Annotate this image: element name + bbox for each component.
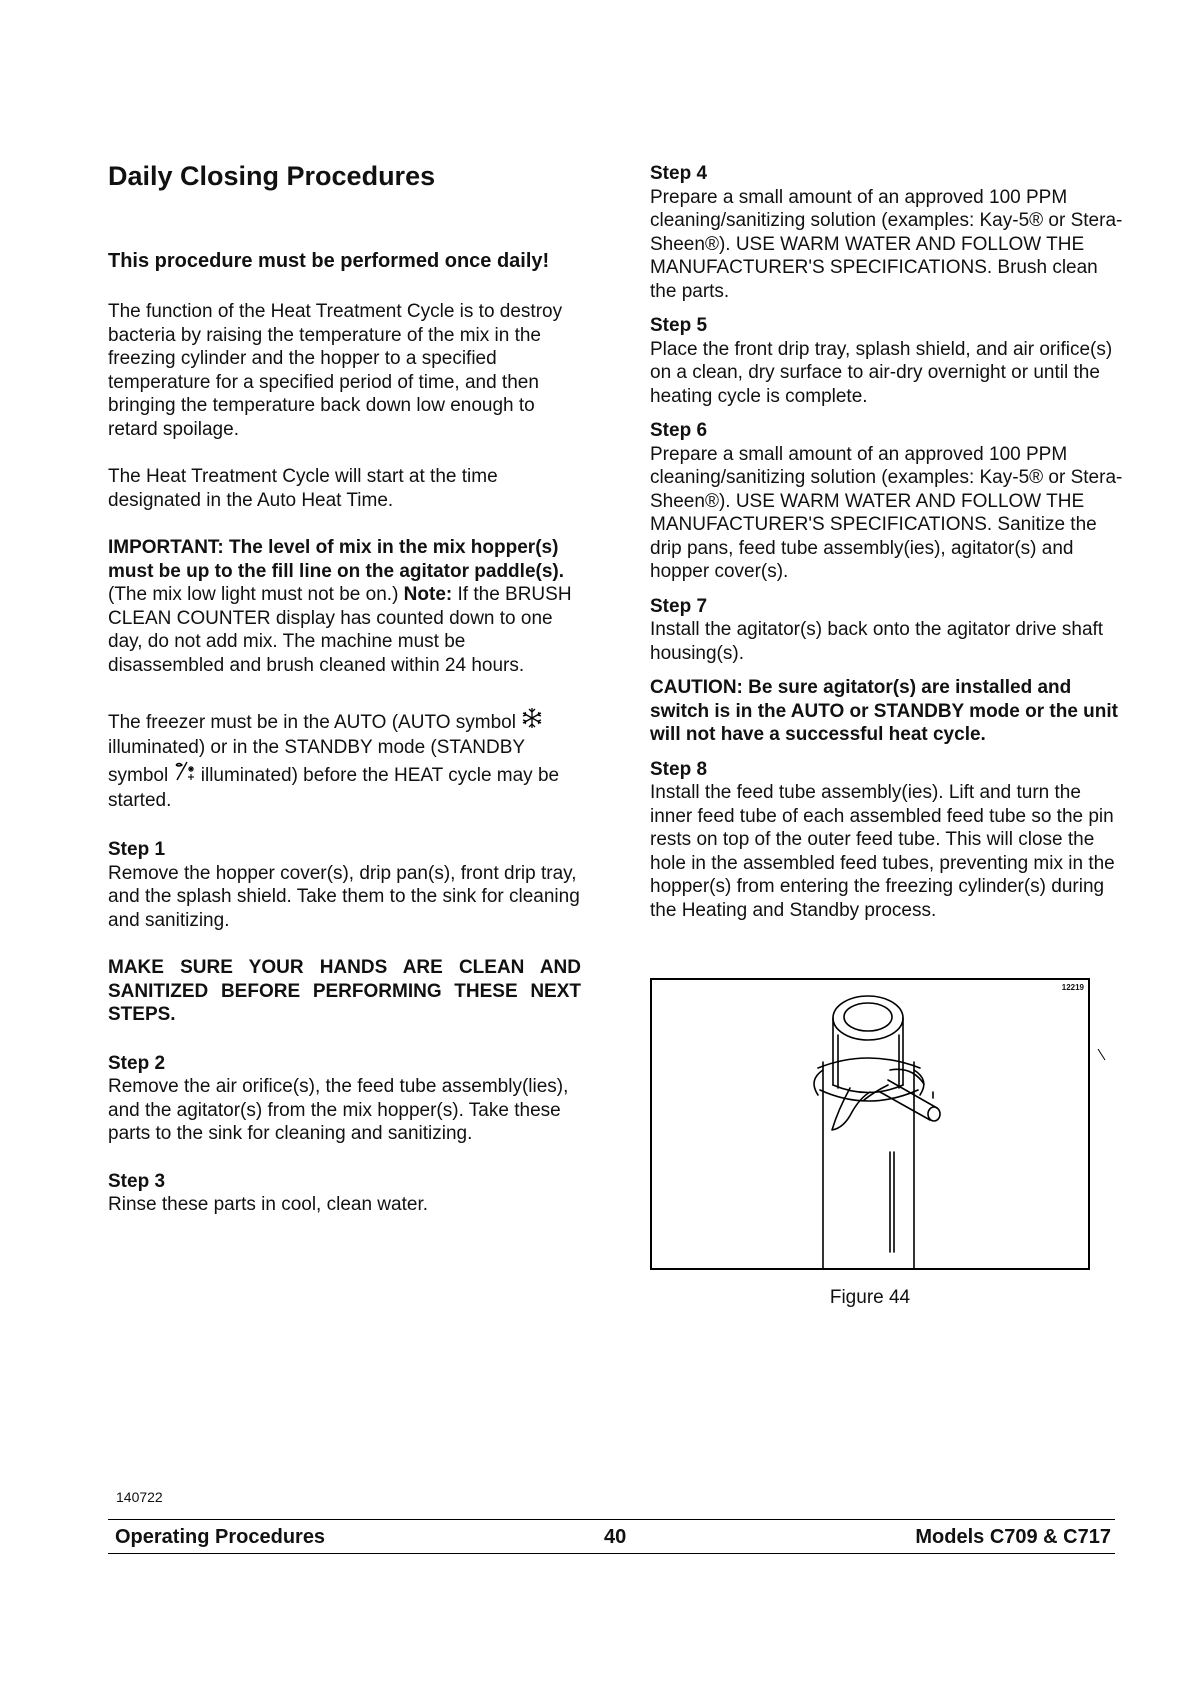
- footer-models: Models C709 & C717: [915, 1526, 1111, 1548]
- freezer-text-3: illuminated) before the HEAT cycle may be started.: [108, 765, 560, 811]
- freezer-mode-paragraph: [108, 707, 581, 813]
- stray-mark: [1097, 1048, 1107, 1062]
- step-4-label: Step 4: [650, 163, 708, 184]
- daily-warning: This procedure must be performed once daily!: [108, 250, 550, 272]
- step-3-text: Rinse these parts in cool, clean water.: [108, 1194, 429, 1215]
- figure-44-illustration: [650, 978, 1090, 1270]
- footer-section: Operating Procedures: [115, 1526, 326, 1548]
- hands-notice: MAKE SURE YOUR HANDS ARE CLEAN AND SANITIZED BEFORE PERFORMING THESE NEXT STEPS.: [108, 957, 581, 1025]
- start-time-paragraph: The Heat Treatment Cycle will start at the time designated in the Auto Heat Time.: [108, 466, 498, 511]
- freezer-text-1: The freezer must be in the AUTO (AUTO symbol: [108, 712, 522, 733]
- page-title: Daily Closing Procedures: [108, 161, 436, 191]
- caution-notice: CAUTION: Be sure agitator(s) are installed and switch is in the AUTO or STANDBY mode or the unit will not have a successful heat cycle.: [650, 677, 1118, 745]
- step-6-text: Prepare a small amount of an approved 100 PPM cleaning/sanitizing solution (examples: Kay-5® or Stera-Sheen®). USE WARM WATER AND FOLLOW THE MANUFACTURER'S SPECIFICATIONS. Sanitize the drip pans, feed tube assembly(ies), agitator(s) and hopper cover(s).: [650, 443, 1123, 582]
- step-2-text: Remove the air orifice(s), the feed tube assembly(lies), and the agitator(s) from the mix hopper(s). Take these parts to the sink for cleaning and sanitizing.: [108, 1076, 569, 1144]
- step-8-text: Install the feed tube assembly(ies). Lift and turn the inner feed tube of each assembled feed tube so the pin rests on top of the outer feed tube. This will close the hole in the assembled feed tubes, preventing mix in the hopper(s) from entering the freezing cylinder(s) during the Heating and Standby process.: [650, 782, 1115, 921]
- step-7-label: Step 7: [650, 595, 708, 617]
- page-footer: [108, 1519, 1115, 1554]
- intro-paragraph: The function of the Heat Treatment Cycle is to destroy bacteria by raising the temperature of the mix in the freezing cylinder and the hopper to a specified temperature for a specified period of time, and then bringing the temperature back down low enough to retard spoilage.: [108, 301, 563, 440]
- step-4-text: Prepare a small amount of an approved 100 PPM cleaning/sanitizing solution (examples: Kay-5® or Stera-Sheen®). USE WARM WATER AND FOLLOW THE MANUFACTURER'S SPECIFICATIONS. Brush clean the parts.: [650, 186, 1123, 302]
- figure-code: 12219: [1061, 983, 1084, 992]
- step-5-text: Place the front drip tray, splash shield, and air orifice(s) on a clean, dry surface to air-dry overnight or until the heating cycle is complete.: [650, 338, 1113, 407]
- step-5-label: Step 5: [650, 315, 708, 336]
- document-code: 140722: [116, 1489, 163, 1505]
- step-1-text: Remove the hopper cover(s), drip pan(s), front drip tray, and the splash shield. Take them to the sink for cleaning and sanitizing.: [108, 862, 580, 931]
- snowflake-icon: [521, 707, 543, 729]
- step-7-text: Install the agitator(s) back onto the agitator drive shaft housing(s).: [650, 619, 1104, 664]
- step-1-label: Step 1: [108, 839, 166, 860]
- step-8-label: Step 8: [650, 758, 708, 780]
- important-text: (The mix low light must not be on.): [108, 584, 404, 605]
- feed-tube-drawing: [652, 980, 1088, 1268]
- step-3-label: Step 3: [108, 1170, 166, 1192]
- note-label: Note:: [403, 584, 453, 605]
- step-6-label: Step 6: [650, 420, 708, 441]
- step-2-label: Step 2: [108, 1052, 166, 1074]
- important-paragraph: [108, 536, 581, 677]
- important-bold: IMPORTANT: The level of mix in the mix hopper(s) must be up to the fill line on the agitator paddle(s).: [108, 537, 565, 582]
- page-number: 40: [604, 1526, 627, 1548]
- freezer-text-2: illuminated) or in the STANDBY mode (STANDBY symbol: [108, 737, 525, 786]
- note-text: If the BRUSH CLEAN COUNTER display has counted down to one day, do not add mix. The machine must be disassembled and brush cleaned within 24 hours.: [108, 584, 572, 676]
- standby-icon: [173, 760, 195, 782]
- figure-caption: Figure 44: [829, 1287, 911, 1308]
- right-column: [650, 162, 1125, 922]
- left-column: [108, 160, 581, 1217]
